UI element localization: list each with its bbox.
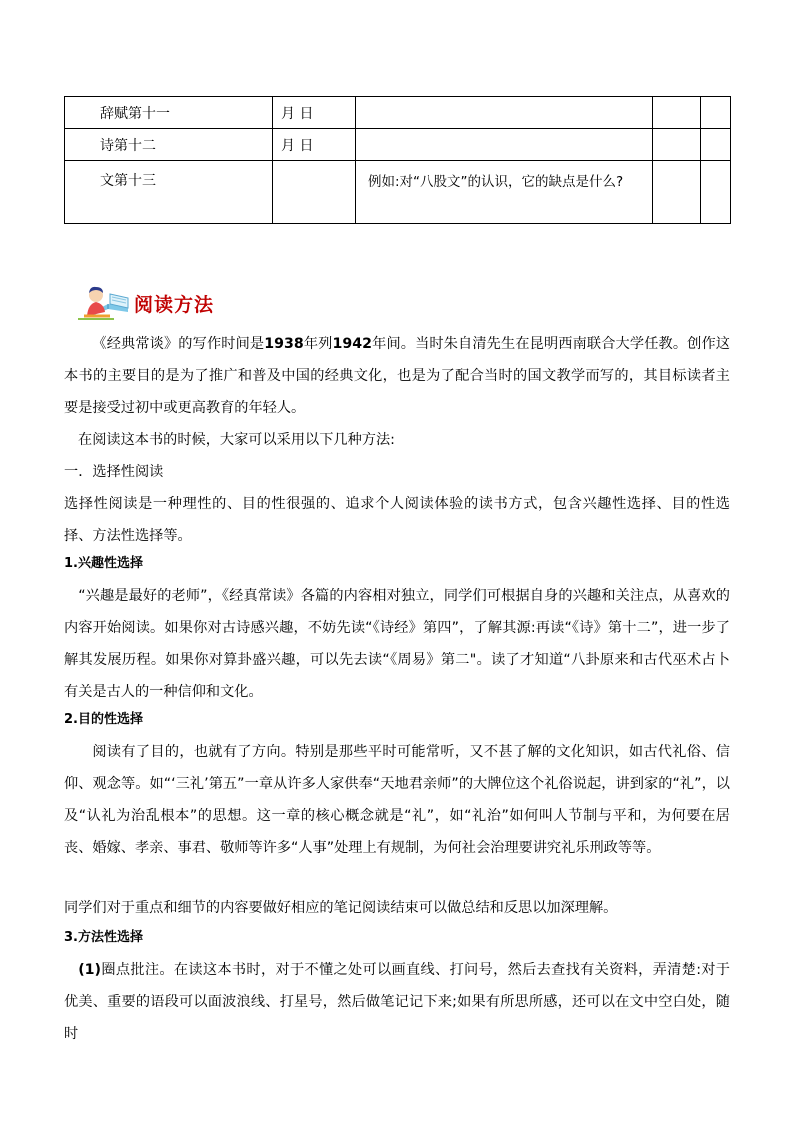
- method-label: (1): [78, 962, 102, 978]
- interest-body: “兴趣是最好的老师”，《经真常读》各篇的内容相对独立，同学们可根据自身的兴趣和关注点，从喜欢的内容开始阅读。如果你对古诗感兴趣，不妨先读“《诗经》第四”，了解其源:再读“《诗》第十二”，进一步了解其发展历程。如果你对算卦盛兴趣，可以先去读“《周易》第二"。读了才知道“八卦原来和古代巫术占卜有关是古人的一种信仰和文化。: [64, 588, 730, 700]
- date-cell: [273, 161, 356, 224]
- year-end: 1942: [332, 336, 372, 352]
- date-cell: 月 日: [273, 97, 356, 129]
- empty-cell: [701, 97, 731, 129]
- table-row: [65, 97, 731, 129]
- empty-cell: [701, 161, 731, 224]
- method-heading: 3.方法性选择: [64, 930, 143, 945]
- empty-cell: [653, 129, 701, 161]
- empty-cell: [653, 97, 701, 129]
- note-cell: [356, 97, 653, 129]
- chapter-cell: 诗第十二: [65, 129, 273, 161]
- table-row: [65, 161, 731, 224]
- table-row: [65, 129, 731, 161]
- intro-text: 《经典常谈》的写作时间是: [92, 336, 265, 352]
- intro-paragraph: [64, 328, 730, 424]
- purpose-heading: 2.目的性选择: [64, 712, 143, 727]
- reading-plan-table: [64, 96, 731, 224]
- empty-cell: [701, 129, 731, 161]
- intro-text: 年间。当时朱自清先生在昆明西南联合大学任教。创作这本书的主要目的是为了推广和普及中国的经典文化，也是为了配合当时的国文教学而写的，其目标读者主要是接受过初中或更高教育的年轻人。: [64, 336, 730, 416]
- purpose-note: 同学们对于重点和细节的内容要做好相应的笔记阅读结束可以做总结和反思以加深理解。: [64, 900, 618, 916]
- intro-text: 年列: [303, 336, 333, 352]
- methods-intro: 在阅读这本书的时候，大家可以采用以下几种方法:: [78, 432, 395, 448]
- purpose-body: 阅读有了目的，也就有了方向。特别是那些平时可能常听，又不甚了解的文化知识，如古代礼俗、信仰、观念等。如“‘三礼’第五”一章从许多人家供奉“天地君亲师”的大牌位这个礼俗说起，讲到家的“礼”，以及“认礼为治乱根本”的思想。这一章的核心概念就是“礼”，如“礼治”如何叫人节制与平和，为何要在居丧、婚嫁、孝亲、事君、敬师等许多“人事”处理上有规制，为何社会治理要讲究礼乐刑政等等。: [64, 744, 730, 856]
- section-title: 阅读方法: [134, 294, 215, 316]
- chapter-cell: 辞赋第十一: [65, 97, 273, 129]
- interest-heading: 1.兴趣性选择: [64, 556, 143, 571]
- note-cell: [356, 129, 653, 161]
- part-one-body: 选择性阅读是一种理性的、目的性很强的、追求个人阅读体验的读书方式，包含兴趣性选择、目的性选择、方法性选择等。: [64, 496, 730, 544]
- chapter-cell: 文第十三: [65, 161, 273, 224]
- date-cell: 月 日: [273, 129, 356, 161]
- reading-student-icon: [74, 282, 136, 322]
- year-start: 1938: [264, 336, 304, 352]
- empty-cell: [653, 161, 701, 224]
- method-body: [64, 954, 730, 1050]
- note-cell: 例如:对“八股文”的认识，它的缺点是什么?: [356, 161, 653, 224]
- method-text: 圈点批注。在读这本书时，对于不懂之处可以画直线、打问号，然后去查找有关资料，弄清楚:对于优美、重要的语段可以面波浪线、打星号，然后做笔记记下来;如果有所思所感，还可以在文中空白处，随时: [64, 962, 730, 1042]
- part-one-heading: 一．选择性阅读: [64, 464, 164, 480]
